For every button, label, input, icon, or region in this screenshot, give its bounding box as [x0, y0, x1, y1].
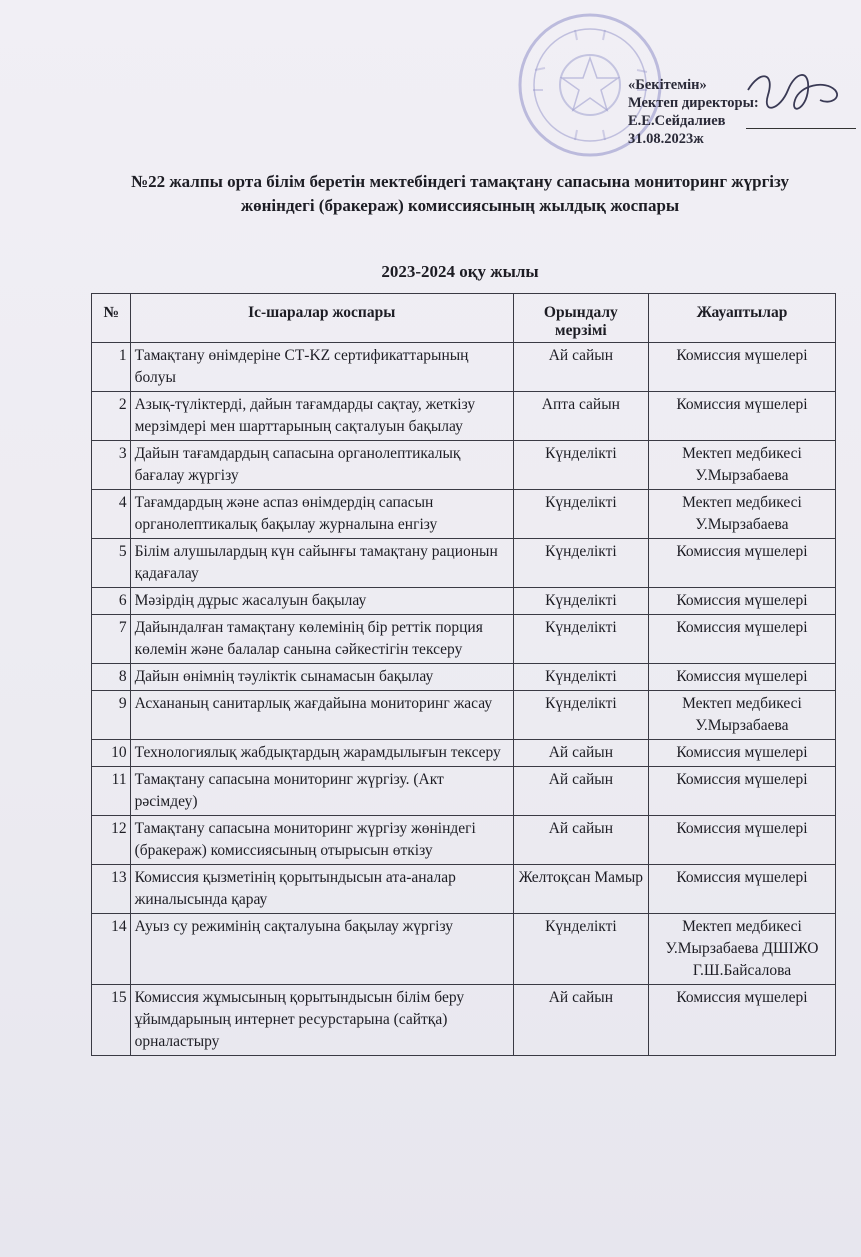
row-activity: Дайындалған тамақтану көлемінің бір реттік порция көлемін және балалар санына сәйкестігін тексеру — [130, 615, 513, 664]
table-row — [92, 588, 836, 615]
row-activity: Дайын тағамдардың сапасына органолептикалық бағалау жүргізу — [130, 441, 513, 490]
row-number: 12 — [92, 816, 131, 865]
table-row — [92, 767, 836, 816]
plan-table — [91, 293, 836, 1056]
table-row — [92, 392, 836, 441]
row-responsible: Мектеп медбикесі У.Мырзабаева — [648, 490, 835, 539]
row-responsible: Комиссия мүшелері — [648, 615, 835, 664]
table-header-row — [92, 294, 836, 343]
row-responsible: Комиссия мүшелері — [648, 664, 835, 691]
row-number: 14 — [92, 914, 131, 985]
row-term: Ай сайын — [513, 985, 648, 1056]
row-number: 1 — [92, 343, 131, 392]
row-activity: Комиссия қызметінің қорытындысын ата-аналар жиналысында қарау — [130, 865, 513, 914]
approval-position: Мектеп директоры: — [628, 95, 759, 111]
column-header-number: № — [92, 294, 131, 343]
row-term: Күнделікті — [513, 441, 648, 490]
table-row — [92, 343, 836, 392]
row-number: 2 — [92, 392, 131, 441]
row-number: 9 — [92, 691, 131, 740]
row-number: 11 — [92, 767, 131, 816]
row-number: 3 — [92, 441, 131, 490]
row-responsible: Мектеп медбикесі У.Мырзабаева — [648, 691, 835, 740]
row-activity: Ауыз су режимінің сақталуына бақылау жүргізу — [130, 914, 513, 985]
row-activity: Тамақтану сапасына мониторинг жүргізу жөніндегі (бракераж) комиссиясының отырысын өткізу — [130, 816, 513, 865]
row-term: Апта сайын — [513, 392, 648, 441]
row-activity: Дайын өнімнің тәуліктік сынамасын бақылау — [130, 664, 513, 691]
approval-heading: «Бекітемін» — [628, 77, 707, 93]
row-number: 7 — [92, 615, 131, 664]
row-activity: Асхананың санитарлық жағдайына мониторинг жасау — [130, 691, 513, 740]
row-term: Күнделікті — [513, 490, 648, 539]
table-row — [92, 740, 836, 767]
row-term: Күнделікті — [513, 691, 648, 740]
row-activity: Комиссия жұмысының қорытындысын білім беру ұйымдарының интернет ресурстарына (сайтқа) орналастыру — [130, 985, 513, 1056]
academic-year: 2023-2024 оқу жылы — [381, 262, 539, 281]
row-activity: Азық-түліктерді, дайын тағамдарды сақтау, жеткізу мерзімдері мен шарттарының сақталуын бақылау — [130, 392, 513, 441]
row-responsible: Комиссия мүшелері — [648, 985, 835, 1056]
table-row — [92, 664, 836, 691]
row-responsible: Комиссия мүшелері — [648, 865, 835, 914]
row-responsible: Комиссия мүшелері — [648, 767, 835, 816]
row-responsible: Мектеп медбикесі У.Мырзабаева — [648, 441, 835, 490]
row-responsible: Комиссия мүшелері — [648, 588, 835, 615]
column-header-activity: Іс-шаралар жоспары — [130, 294, 513, 343]
column-header-responsible: Жауаптылар — [648, 294, 835, 343]
row-activity: Мәзірдің дұрыс жасалуын бақылау — [130, 588, 513, 615]
row-number: 8 — [92, 664, 131, 691]
row-responsible: Комиссия мүшелері — [648, 392, 835, 441]
table-row — [92, 985, 836, 1056]
row-term: Күнделікті — [513, 914, 648, 985]
row-responsible: Комиссия мүшелері — [648, 343, 835, 392]
row-term: Ай сайын — [513, 816, 648, 865]
document-title: №22 жалпы орта білім беретін мектебіндегі тамақтану сапасына мониторинг жүргізу жөніндегі (бракераж) комиссиясының жылдық жоспары — [130, 172, 790, 215]
row-responsible: Комиссия мүшелері — [648, 740, 835, 767]
row-term: Күнделікті — [513, 615, 648, 664]
row-activity: Білім алушылардың күн сайынғы тамақтану рационын қадағалау — [130, 539, 513, 588]
row-number: 4 — [92, 490, 131, 539]
row-number: 13 — [92, 865, 131, 914]
approval-date: 31.08.2023ж — [628, 131, 704, 147]
table-row — [92, 615, 836, 664]
row-term: Күнделікті — [513, 539, 648, 588]
row-activity: Тағамдардың және аспаз өнімдердің сапасын органолептикалық бақылау журналына енгізу — [130, 490, 513, 539]
row-term: Желтоқсан Мамыр — [513, 865, 648, 914]
row-responsible: Комиссия мүшелері — [648, 539, 835, 588]
row-number: 5 — [92, 539, 131, 588]
row-responsible: Мектеп медбикесі У.Мырзабаева ДШІЖО Г.Ш.Байсалова — [648, 914, 835, 985]
table-row — [92, 865, 836, 914]
table-row — [92, 816, 836, 865]
approval-name: Е.Е.Сейдалиев — [628, 113, 726, 129]
row-activity: Тамақтану сапасына мониторинг жүргізу. (Акт рәсімдеу) — [130, 767, 513, 816]
row-term: Күнделікті — [513, 664, 648, 691]
row-term: Ай сайын — [513, 767, 648, 816]
row-number: 10 — [92, 740, 131, 767]
column-header-term: Орындалу мерзімі — [513, 294, 648, 343]
table-row — [92, 914, 836, 985]
row-number: 6 — [92, 588, 131, 615]
table-row — [92, 539, 836, 588]
row-term: Ай сайын — [513, 343, 648, 392]
table-row — [92, 691, 836, 740]
row-responsible: Комиссия мүшелері — [648, 816, 835, 865]
row-activity: Тамақтану өнімдеріне СТ-KZ сертификаттарының болуы — [130, 343, 513, 392]
row-term: Күнделікті — [513, 588, 648, 615]
row-number: 15 — [92, 985, 131, 1056]
row-activity: Технологиялық жабдықтардың жарамдылығын тексеру — [130, 740, 513, 767]
signature-icon — [740, 60, 850, 130]
row-term: Ай сайын — [513, 740, 648, 767]
table-row — [92, 441, 836, 490]
table-row — [92, 490, 836, 539]
